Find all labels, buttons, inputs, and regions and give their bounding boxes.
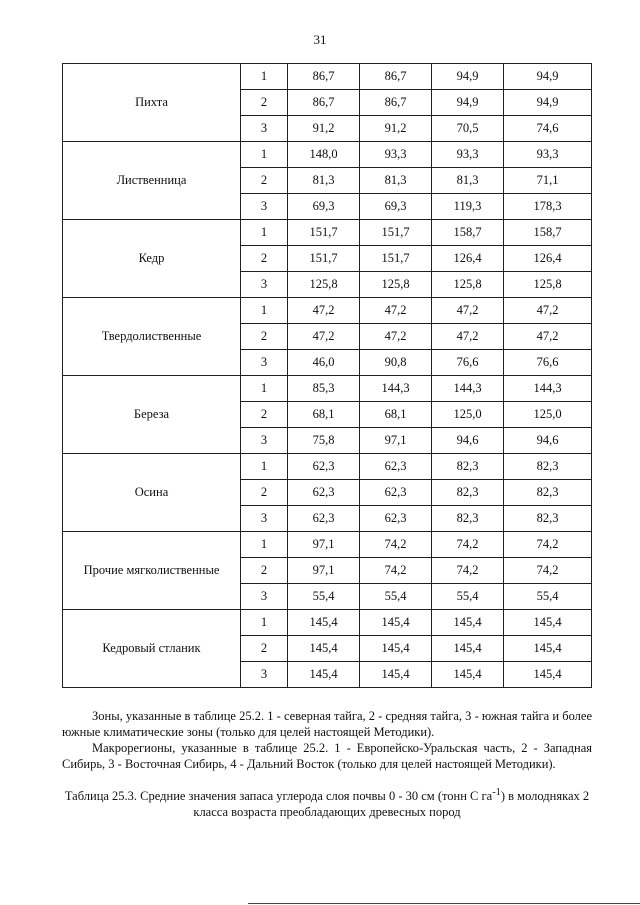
- value-cell: 94,9: [432, 90, 504, 116]
- value-cell: 47,2: [504, 324, 592, 350]
- value-cell: 125,8: [504, 272, 592, 298]
- table-row: [63, 220, 592, 246]
- table-row: [63, 298, 592, 324]
- table-row: [63, 610, 592, 636]
- value-cell: 144,3: [504, 376, 592, 402]
- zone-cell: 3: [241, 116, 288, 142]
- value-cell: 68,1: [360, 402, 432, 428]
- value-cell: 86,7: [288, 90, 360, 116]
- zone-cell: 3: [241, 584, 288, 610]
- value-cell: 93,3: [360, 142, 432, 168]
- value-cell: 144,3: [360, 376, 432, 402]
- value-cell: 81,3: [432, 168, 504, 194]
- value-cell: 125,8: [288, 272, 360, 298]
- page-number: 31: [313, 32, 327, 47]
- value-cell: 47,2: [432, 324, 504, 350]
- value-cell: 125,8: [432, 272, 504, 298]
- value-cell: 158,7: [432, 220, 504, 246]
- value-cell: 82,3: [432, 454, 504, 480]
- value-cell: 82,3: [504, 506, 592, 532]
- species-cell: Кедр: [63, 220, 241, 298]
- zone-cell: 2: [241, 480, 288, 506]
- zone-cell: 3: [241, 350, 288, 376]
- value-cell: 145,4: [360, 662, 432, 688]
- value-cell: 62,3: [288, 506, 360, 532]
- value-cell: 145,4: [432, 636, 504, 662]
- table-row: [63, 454, 592, 480]
- value-cell: 47,2: [432, 298, 504, 324]
- value-cell: 97,1: [360, 428, 432, 454]
- value-cell: 94,9: [432, 64, 504, 90]
- caption-text-before: Таблица 25.3. Средние значения запаса углерода слоя почвы 0 - 30 см (тонн С га: [64, 789, 493, 804]
- carbon-table: [62, 63, 592, 688]
- species-cell: Береза: [63, 376, 241, 454]
- zone-cell: 2: [241, 558, 288, 584]
- value-cell: 91,2: [360, 116, 432, 142]
- value-cell: 145,4: [360, 610, 432, 636]
- value-cell: 74,2: [504, 558, 592, 584]
- zone-cell: 1: [241, 532, 288, 558]
- zone-cell: 3: [241, 662, 288, 688]
- value-cell: 145,4: [432, 610, 504, 636]
- species-cell: Кедровый стланик: [63, 610, 241, 688]
- table-caption: [62, 785, 592, 820]
- value-cell: 76,6: [504, 350, 592, 376]
- value-cell: 75,8: [288, 428, 360, 454]
- species-cell: Лиственница: [63, 142, 241, 220]
- value-cell: 47,2: [288, 298, 360, 324]
- value-cell: 70,5: [432, 116, 504, 142]
- value-cell: 178,3: [504, 194, 592, 220]
- table-body: [63, 64, 592, 688]
- value-cell: 97,1: [288, 558, 360, 584]
- value-cell: 69,3: [288, 194, 360, 220]
- value-cell: 145,4: [504, 636, 592, 662]
- value-cell: 55,4: [432, 584, 504, 610]
- table-row: [63, 376, 592, 402]
- value-cell: 62,3: [288, 454, 360, 480]
- value-cell: 82,3: [504, 454, 592, 480]
- value-cell: 94,6: [504, 428, 592, 454]
- value-cell: 144,3: [432, 376, 504, 402]
- value-cell: 74,2: [504, 532, 592, 558]
- value-cell: 82,3: [432, 480, 504, 506]
- value-cell: 86,7: [360, 64, 432, 90]
- value-cell: 71,1: [504, 168, 592, 194]
- value-cell: 94,6: [432, 428, 504, 454]
- value-cell: 69,3: [360, 194, 432, 220]
- zone-cell: 2: [241, 402, 288, 428]
- value-cell: 158,7: [504, 220, 592, 246]
- value-cell: 46,0: [288, 350, 360, 376]
- value-cell: 126,4: [504, 246, 592, 272]
- zone-cell: 1: [241, 64, 288, 90]
- zone-cell: 2: [241, 168, 288, 194]
- value-cell: 82,3: [432, 506, 504, 532]
- value-cell: 81,3: [288, 168, 360, 194]
- zone-cell: 2: [241, 246, 288, 272]
- table-row: [63, 532, 592, 558]
- value-cell: 62,3: [360, 454, 432, 480]
- value-cell: 62,3: [360, 480, 432, 506]
- zone-cell: 1: [241, 220, 288, 246]
- value-cell: 62,3: [288, 480, 360, 506]
- zone-cell: 2: [241, 90, 288, 116]
- value-cell: 74,2: [360, 558, 432, 584]
- value-cell: 148,0: [288, 142, 360, 168]
- table-row: [63, 64, 592, 90]
- value-cell: 82,3: [504, 480, 592, 506]
- zone-cell: 1: [241, 298, 288, 324]
- value-cell: 145,4: [504, 662, 592, 688]
- value-cell: 76,6: [432, 350, 504, 376]
- value-cell: 68,1: [288, 402, 360, 428]
- value-cell: 90,8: [360, 350, 432, 376]
- zone-cell: 3: [241, 428, 288, 454]
- table-row: [63, 142, 592, 168]
- value-cell: 74,6: [504, 116, 592, 142]
- zones-note: Зоны, указанные в таблице 25.2. 1 - северная тайга, 2 - средняя тайга, 3 - южная тайга и более южные климатические зоны (только для целей настоящей Методики).: [62, 709, 592, 739]
- value-cell: 47,2: [360, 298, 432, 324]
- value-cell: 81,3: [360, 168, 432, 194]
- value-cell: 125,8: [360, 272, 432, 298]
- value-cell: 97,1: [288, 532, 360, 558]
- zone-cell: 3: [241, 272, 288, 298]
- value-cell: 74,2: [432, 532, 504, 558]
- value-cell: 47,2: [504, 298, 592, 324]
- value-cell: 55,4: [360, 584, 432, 610]
- value-cell: 74,2: [360, 532, 432, 558]
- value-cell: 151,7: [360, 220, 432, 246]
- caption-superscript: -1: [492, 787, 501, 798]
- caption-text-after: ) в молодняках 2 класса возраста преобладающих древесных пород: [193, 789, 590, 820]
- zone-cell: 3: [241, 506, 288, 532]
- value-cell: 145,4: [288, 662, 360, 688]
- value-cell: 74,2: [432, 558, 504, 584]
- species-cell: Осина: [63, 454, 241, 532]
- value-cell: 151,7: [360, 246, 432, 272]
- bottom-rule: [248, 903, 640, 904]
- value-cell: 125,0: [432, 402, 504, 428]
- zone-cell: 1: [241, 454, 288, 480]
- zone-cell: 3: [241, 194, 288, 220]
- zone-cell: 2: [241, 636, 288, 662]
- value-cell: 93,3: [504, 142, 592, 168]
- value-cell: 94,9: [504, 90, 592, 116]
- value-cell: 55,4: [288, 584, 360, 610]
- value-cell: 86,7: [288, 64, 360, 90]
- zone-cell: 2: [241, 324, 288, 350]
- value-cell: 47,2: [360, 324, 432, 350]
- value-cell: 125,0: [504, 402, 592, 428]
- species-cell: Твердолиственные: [63, 298, 241, 376]
- value-cell: 145,4: [288, 636, 360, 662]
- value-cell: 119,3: [432, 194, 504, 220]
- value-cell: 145,4: [360, 636, 432, 662]
- value-cell: 151,7: [288, 246, 360, 272]
- zone-cell: 1: [241, 610, 288, 636]
- value-cell: 55,4: [504, 584, 592, 610]
- value-cell: 47,2: [288, 324, 360, 350]
- zone-cell: 1: [241, 142, 288, 168]
- species-cell: Пихта: [63, 64, 241, 142]
- value-cell: 145,4: [288, 610, 360, 636]
- zone-cell: 1: [241, 376, 288, 402]
- value-cell: 93,3: [432, 142, 504, 168]
- value-cell: 151,7: [288, 220, 360, 246]
- value-cell: 62,3: [360, 506, 432, 532]
- species-cell: Прочие мягколиственные: [63, 532, 241, 610]
- value-cell: 145,4: [504, 610, 592, 636]
- value-cell: 91,2: [288, 116, 360, 142]
- regions-note: Макрорегионы, указанные в таблице 25.2. 1 - Европейско-Уральская часть, 2 - Западная Сибирь, 3 - Восточная Сибирь, 4 - Дальний Восток (только для целей настоящей Методики).: [62, 741, 592, 771]
- notes-block: [62, 708, 592, 772]
- value-cell: 86,7: [360, 90, 432, 116]
- value-cell: 85,3: [288, 376, 360, 402]
- value-cell: 145,4: [432, 662, 504, 688]
- value-cell: 94,9: [504, 64, 592, 90]
- value-cell: 126,4: [432, 246, 504, 272]
